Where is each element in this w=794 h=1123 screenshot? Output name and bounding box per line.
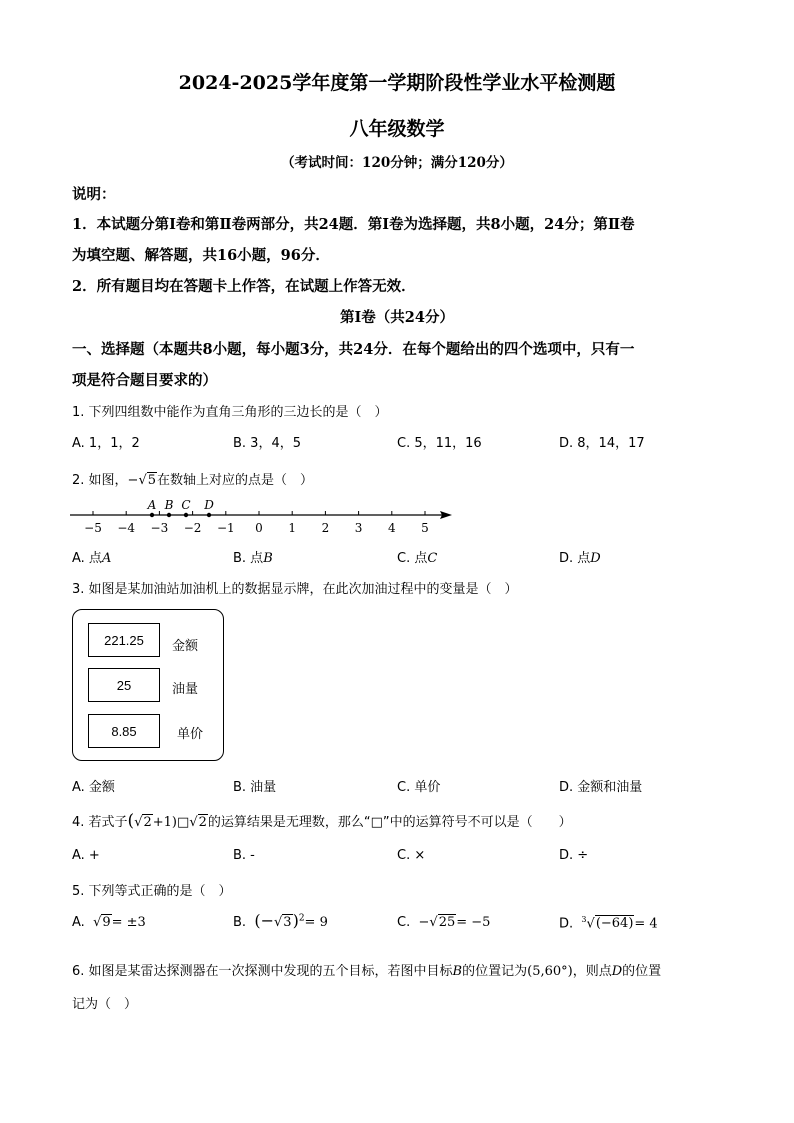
q2-option-d bbox=[559, 547, 601, 566]
number-line-point bbox=[150, 513, 154, 517]
q1-stem: 1. 下列四组数中能作为直角三角形的三边长的是（ ） bbox=[72, 405, 388, 420]
q5-option-c-rhs: = −5 bbox=[456, 915, 491, 930]
q5-option-c-label: C. bbox=[397, 915, 411, 930]
q5-option-d-label: D. bbox=[559, 916, 574, 932]
radical-sign-icon: √ bbox=[189, 815, 198, 830]
q5-option-d-radicand: (−64) bbox=[595, 916, 634, 932]
number-line-tick-label: 1 bbox=[288, 521, 297, 535]
q4-option-d: D. ÷ bbox=[559, 848, 589, 863]
q5-option-d bbox=[559, 915, 658, 931]
number-line-points bbox=[147, 498, 215, 517]
number-line-tick-label: −2 bbox=[183, 521, 202, 535]
number-line-point bbox=[167, 513, 171, 517]
q2-option-b bbox=[233, 547, 273, 566]
number-line-tick-label: −1 bbox=[216, 521, 235, 535]
q2-option-b-var: B bbox=[263, 551, 273, 566]
q2-option-c bbox=[397, 547, 437, 566]
number-line-tick-label: 0 bbox=[255, 521, 263, 535]
q5-option-d-root-index: 3 bbox=[581, 915, 587, 924]
volume-value-box: 25 bbox=[88, 668, 160, 702]
q6-coordinate: (5,60°) bbox=[527, 964, 573, 979]
q4-stem-suffix: 的运算结果是无理数，那么“□”中的运算符号不可以是（ ） bbox=[207, 815, 572, 830]
q5-option-c bbox=[397, 915, 490, 930]
q5-option-b-rhs: = 9 bbox=[304, 915, 328, 930]
q5-option-c-sign: − bbox=[418, 915, 430, 930]
q6-var-d: D bbox=[611, 964, 623, 979]
notes-line-1a: 1．本试题分第Ⅰ卷和第Ⅱ卷两部分，共24题．第Ⅰ卷为选择题，共8小题，24分；第Ⅱ卷 bbox=[72, 216, 635, 233]
notes-label: 说明： bbox=[72, 186, 116, 203]
exam-subtitle: 八年级数学 bbox=[349, 118, 445, 140]
amount-label: 金额 bbox=[172, 639, 199, 654]
q4-option-c: C. × bbox=[397, 848, 426, 863]
section-instruction-b: 项是符合题目要求的） bbox=[72, 372, 217, 389]
number-line-tick-label: −3 bbox=[150, 521, 169, 535]
q6-stem-line-1 bbox=[72, 960, 661, 979]
notes-line-2: 2．所有题目均在答题卡上作答，在试题上作答无效． bbox=[72, 278, 416, 295]
number-line-point-label: C bbox=[181, 498, 191, 512]
q5-option-d-rhs: = 4 bbox=[634, 916, 658, 932]
number-line-tick-label: 2 bbox=[321, 521, 330, 535]
number-line-point-label: A bbox=[147, 498, 157, 512]
section-heading: 第Ⅰ卷（共24分） bbox=[340, 309, 454, 326]
q5-stem: 5. 下列等式正确的是（ ） bbox=[72, 884, 232, 899]
q2-stem-suffix: 在数轴上对应的点是（ ） bbox=[157, 473, 314, 488]
q3-option-b: B. 油量 bbox=[233, 780, 277, 795]
q5-option-b bbox=[233, 911, 328, 930]
q6-stem-a: 6. 如图是某雷达探测器在一次探测中发现的五个目标，若图中目标 bbox=[72, 964, 453, 979]
q5-option-b-close: ) bbox=[292, 911, 299, 930]
number-line-tick-label: 3 bbox=[354, 521, 363, 535]
radical-sign-icon: √ bbox=[586, 916, 595, 932]
q2-stem bbox=[72, 469, 313, 488]
radical-sign-icon: √ bbox=[429, 915, 438, 930]
q5-option-b-label: B. bbox=[233, 915, 247, 930]
price-label: 单价 bbox=[177, 727, 204, 742]
number-line-point-label: B bbox=[164, 498, 174, 512]
q2-option-a bbox=[72, 547, 111, 566]
number-line-tick-label: 4 bbox=[387, 521, 396, 535]
q4-stem-prefix: 4. 若式子 bbox=[72, 815, 128, 830]
q5-option-b-exponent: 2 bbox=[298, 913, 305, 924]
q2-option-d-text: D. 点 bbox=[559, 551, 591, 566]
q5-option-a-rhs: = ±3 bbox=[111, 915, 146, 930]
amount-value-box: 221.25 bbox=[88, 623, 160, 657]
exam-title: 2024-2025学年度第一学期阶段性学业水平检测题 bbox=[178, 72, 616, 94]
number-line-tick-label: −4 bbox=[117, 521, 136, 535]
q4-radicand-1: 2 bbox=[143, 815, 152, 830]
number-line-point bbox=[207, 513, 211, 517]
q5-option-c-radicand: 25 bbox=[438, 915, 456, 930]
radical-sign-icon: √ bbox=[134, 815, 143, 830]
q6-stem-b: 的位置记为 bbox=[462, 964, 528, 979]
q3-stem: 3. 如图是某加油站加油机上的数据显示牌，在此次加油过程中的变量是（ ） bbox=[72, 582, 518, 597]
q2-stem-prefix: 2. 如图， bbox=[72, 473, 128, 488]
q1-option-b: B. 3，4，5 bbox=[233, 436, 301, 451]
q5-option-a bbox=[72, 915, 146, 930]
q2-option-d-var: D bbox=[590, 551, 601, 566]
notes-line-1b: 为填空题、解答题，共16小题，96分． bbox=[72, 247, 330, 264]
q2-option-a-text: A. 点 bbox=[72, 551, 102, 566]
q1-option-d: D. 8，14，17 bbox=[559, 436, 645, 451]
q4-option-b: B. - bbox=[233, 848, 255, 863]
fuel-pump-display bbox=[72, 609, 224, 761]
q6-var-b: B bbox=[452, 964, 463, 979]
radical-sign-icon: √ bbox=[93, 915, 102, 930]
q3-option-a: A. 金额 bbox=[72, 780, 115, 795]
q4-expr-plus-one: +1) bbox=[152, 815, 178, 830]
q6-stem-c: ，则点 bbox=[572, 964, 612, 979]
number-line-point-label: D bbox=[204, 498, 214, 512]
q3-option-c: C. 单价 bbox=[397, 780, 441, 795]
q2-expr-radicand: 5 bbox=[147, 473, 157, 488]
number-line-point bbox=[184, 513, 188, 517]
q5-option-b-open: (− bbox=[254, 911, 274, 930]
q5-option-a-label: A. bbox=[72, 915, 85, 930]
q2-option-a-var: A bbox=[101, 551, 112, 566]
q3-option-d: D. 金额和油量 bbox=[559, 780, 643, 795]
radical-sign-icon: √ bbox=[138, 473, 147, 488]
q5-option-a-radicand: 9 bbox=[102, 915, 111, 930]
q4-open-paren: ( bbox=[127, 811, 135, 831]
exam-time-note: （考试时间：120分钟；满分120分） bbox=[281, 155, 513, 171]
q4-radicand-2: 2 bbox=[198, 815, 207, 830]
q5-option-b-radicand: 3 bbox=[283, 915, 292, 930]
price-value-box: 8.85 bbox=[88, 714, 160, 748]
number-line-tick-label: 5 bbox=[421, 521, 429, 535]
section-instruction-a: 一、选择题（本题共8小题，每小题3分，共24分．在每个题给出的四个选项中，只有一 bbox=[72, 341, 635, 358]
q6-stem-line-2: 记为（ ） bbox=[72, 997, 138, 1012]
q4-stem bbox=[72, 811, 572, 831]
q1-option-c: C. 5，11，16 bbox=[397, 436, 482, 451]
q4-option-a: A. + bbox=[72, 848, 100, 863]
q2-number-line bbox=[66, 494, 456, 542]
q2-option-b-text: B. 点 bbox=[233, 551, 264, 566]
number-line-tick-label: −5 bbox=[84, 521, 102, 535]
volume-label: 油量 bbox=[172, 682, 199, 697]
radical-sign-icon: √ bbox=[273, 915, 283, 930]
q2-option-c-text: C. 点 bbox=[397, 551, 428, 566]
q4-operator-box: □ bbox=[177, 815, 190, 830]
q2-expr-sign: − bbox=[127, 473, 139, 488]
q1-option-a: A. 1，1，2 bbox=[72, 436, 140, 451]
q2-option-c-var: C bbox=[427, 551, 438, 566]
q6-stem-d: 的位置 bbox=[622, 964, 662, 979]
